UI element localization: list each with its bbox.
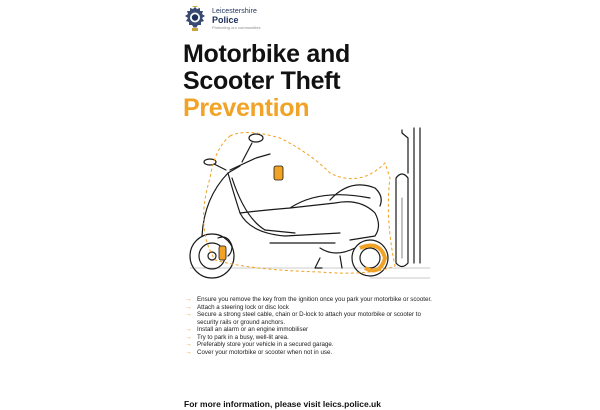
arrow-bullet-icon: → xyxy=(185,303,192,311)
police-logo xyxy=(183,6,260,32)
tip-item: → Cover your motorbike or scooter when not in use. xyxy=(185,348,333,356)
title-line3: Prevention xyxy=(183,94,310,122)
title-line2: Scooter Theft xyxy=(183,67,341,95)
security-post xyxy=(396,128,420,267)
tips-list xyxy=(185,296,435,356)
tip-item: → Preferably store your vehicle in a secured garage. xyxy=(185,341,334,348)
poster-title xyxy=(183,41,423,122)
arrow-bullet-icon: → xyxy=(185,311,192,318)
police-crest-icon xyxy=(183,6,207,32)
org-name-line1: Leicestershire xyxy=(212,8,257,15)
arrow-bullet-icon: → xyxy=(185,333,192,341)
tip-item: → Secure a strong steel cable, chain or D-lock to attach your motorbike or scooter to security rails or ground anchors. xyxy=(185,311,421,326)
scooter-illustration xyxy=(170,118,435,293)
tip-item: → Try to park in a busy, well-lit area. xyxy=(185,333,289,341)
arrow-bullet-icon: → xyxy=(185,296,192,303)
tip-item: → Attach a steering lock or disc lock xyxy=(185,303,289,311)
arrow-bullet-icon: → xyxy=(185,341,192,348)
arrow-bullet-icon: → xyxy=(185,326,192,333)
org-tagline: Protecting our communities xyxy=(212,25,261,30)
org-name-line2: Police xyxy=(212,15,239,25)
footer-info: For more information, please visit leics.police.uk xyxy=(184,399,381,409)
arrow-bullet-icon: → xyxy=(185,348,192,356)
tip-item: → Ensure you remove the key from the ignition once you park your motorbike or scooter. xyxy=(185,296,432,303)
title-line1: Motorbike and xyxy=(183,40,350,68)
tip-item: → Install an alarm or an engine immobiliser xyxy=(185,326,309,333)
